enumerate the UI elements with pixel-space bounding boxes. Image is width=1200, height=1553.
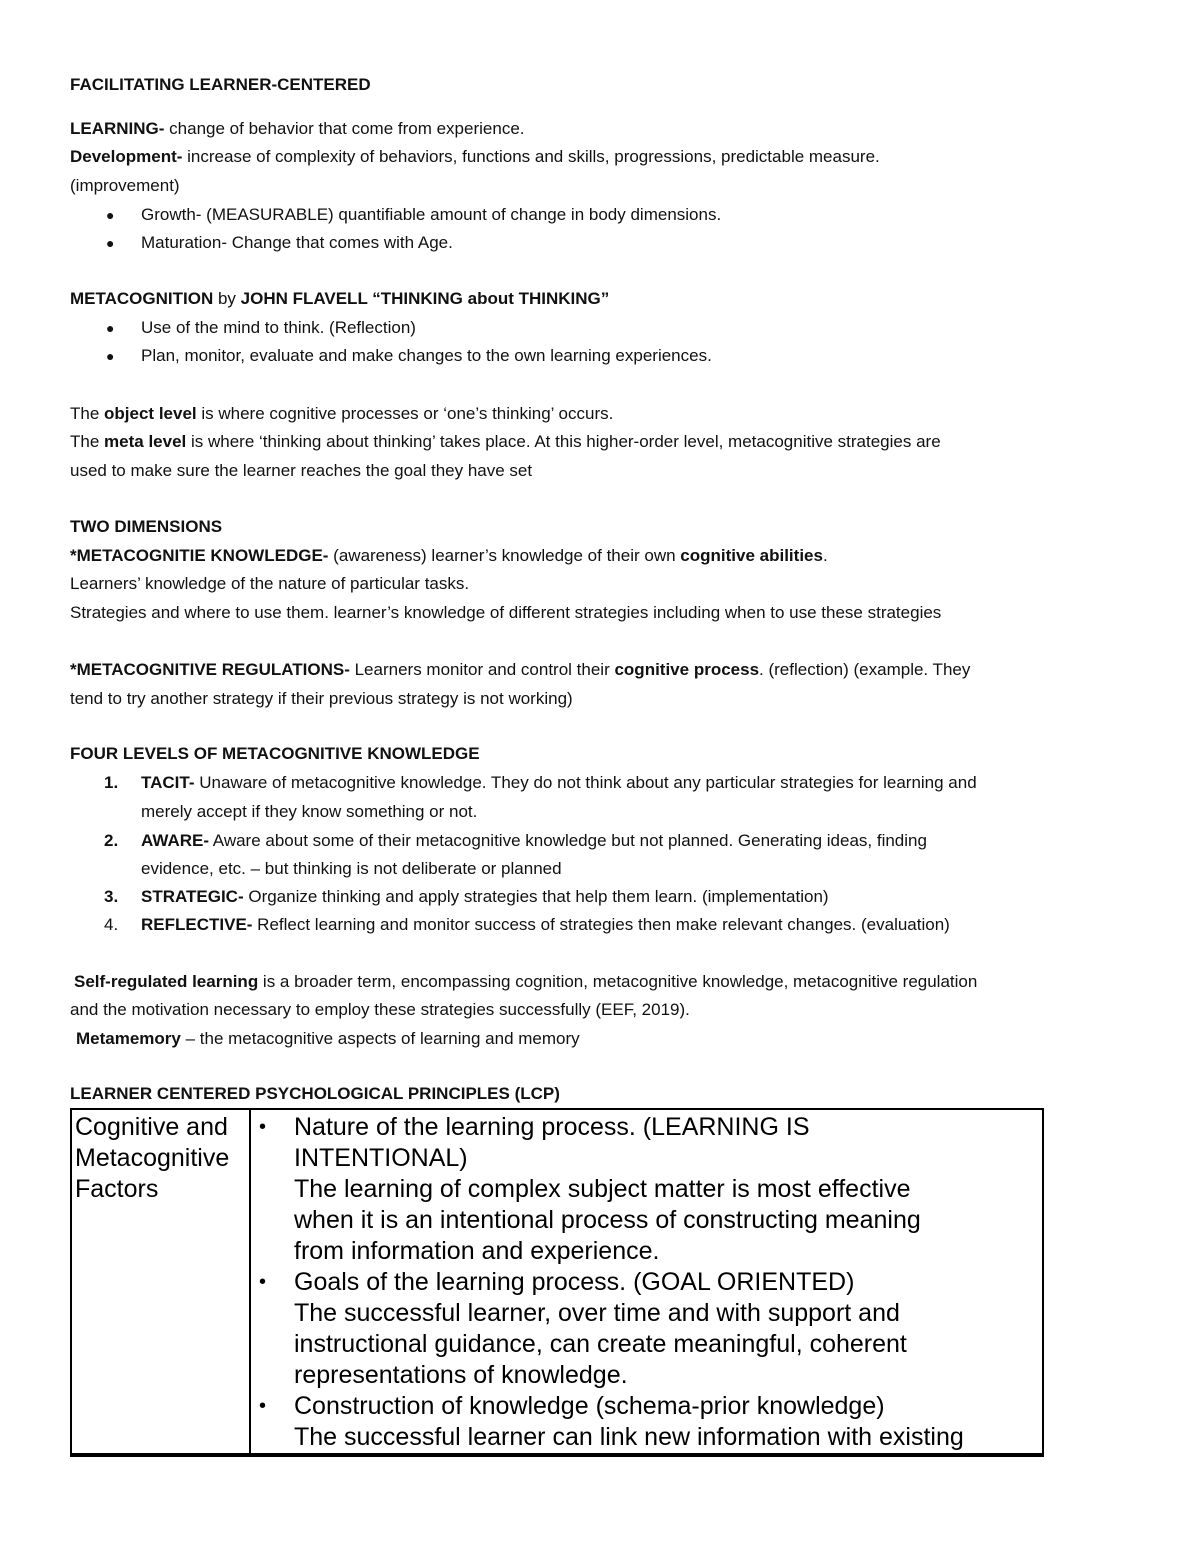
list-item: [259, 1391, 1038, 1453]
list-number: 1.: [104, 773, 119, 792]
lcp-category-cell: [71, 1109, 250, 1455]
bullet-icon: ●: [106, 320, 115, 336]
development-bullet: Maturation- Change that comes with Age.: [141, 233, 453, 252]
principle-line: instructional guidance, can create meaningful, coherent: [294, 1330, 907, 1358]
metacognitive-knowledge-definition: *METACOGNITIE KNOWLEDGE- (awareness) learner’s knowledge of their own cognitive abilities.: [70, 546, 828, 565]
lcp-heading: LEARNER CENTERED PSYCHOLOGICAL PRINCIPLES (LCP): [70, 1084, 560, 1103]
bullet-icon: •: [259, 1271, 267, 1293]
object-level-text: The object level is where cognitive processes or ‘one’s thinking’ occurs.: [70, 404, 614, 423]
list-number: 4.: [104, 915, 119, 934]
lcp-principles-cell: [250, 1109, 1043, 1455]
principles-list: [254, 1112, 1038, 1453]
principle-line: Goals of the learning process. (GOAL ORIENTED): [294, 1268, 855, 1296]
bullet-icon: ●: [106, 348, 115, 364]
self-regulated-learning-continued: and the motivation necessary to employ these strategies successfully (EEF, 2019).: [70, 1000, 690, 1019]
metacognition-bullet: Use of the mind to think. (Reflection): [141, 318, 416, 337]
category-line: Cognitive and: [75, 1113, 228, 1141]
principle-line: The learning of complex subject matter is most effective: [294, 1175, 911, 1203]
self-regulated-learning-definition: Self-regulated learning is a broader term, encompassing cognition, metacognitive knowledge, metacognitive regulation: [74, 972, 978, 991]
meta-level-text: The meta level is where ‘thinking about thinking’ takes place. At this higher-order level, metacognitive strategies are: [70, 432, 941, 451]
level-item-continued: merely accept if they know something or not.: [141, 802, 478, 821]
level-item: TACIT- Unaware of metacognitive knowledge. They do not think about any particular strategies for learning and: [141, 773, 977, 792]
principle-line: The successful learner can link new information with existing: [294, 1423, 964, 1451]
lcp-table: [70, 1108, 1044, 1457]
list-number: 3.: [104, 887, 119, 906]
level-item: AWARE- Aware about some of their metacognitive knowledge but not planned. Generating ideas, finding: [141, 831, 927, 850]
category-line: Metacognitive: [75, 1144, 230, 1172]
principle-line: The successful learner, over time and with support and: [294, 1299, 900, 1327]
metacognition-heading: METACOGNITION by JOHN FLAVELL “THINKING about THINKING”: [70, 289, 610, 308]
principle-line: Nature of the learning process. (LEARNING IS: [294, 1113, 810, 1141]
page-heading: FACILITATING LEARNER-CENTERED: [70, 75, 371, 94]
level-item: REFLECTIVE- Reflect learning and monitor success of strategies then make relevant changes. (evaluation): [141, 915, 950, 934]
list-item: [259, 1267, 1038, 1391]
meta-level-text-continued: used to make sure the learner reaches the goal they have set: [70, 461, 533, 480]
bullet-icon: •: [259, 1395, 267, 1417]
principle-line: INTENTIONAL): [294, 1144, 468, 1172]
two-dimensions-heading: TWO DIMENSIONS: [70, 517, 223, 536]
list-number: 2.: [104, 831, 119, 850]
development-definition: Development- increase of complexity of behaviors, functions and skills, progressions, predictable measure.: [70, 147, 880, 166]
knowledge-line: Strategies and where to use them. learner’s knowledge of different strategies including when to use these strategies: [70, 603, 942, 622]
principle-line: from information and experience.: [294, 1237, 660, 1265]
principle-line: when it is an intentional process of constructing meaning: [294, 1206, 921, 1234]
level-item: STRATEGIC- Organize thinking and apply strategies that help them learn. (implementation): [141, 887, 829, 906]
metacognition-bullet: Plan, monitor, evaluate and make changes to the own learning experiences.: [141, 346, 712, 365]
metacognitive-regulation-definition: *METACOGNITIVE REGULATIONS- Learners monitor and control their cognitive process. (reflection) (example. They: [70, 660, 971, 679]
level-item-continued: evidence, etc. – but thinking is not deliberate or planned: [141, 859, 562, 878]
bullet-icon: •: [259, 1116, 267, 1138]
four-levels-heading: FOUR LEVELS OF METACOGNITIVE KNOWLEDGE: [70, 744, 480, 763]
learning-definition: LEARNING- change of behavior that come from experience.: [70, 119, 525, 138]
knowledge-line: Learners’ knowledge of the nature of particular tasks.: [70, 574, 470, 593]
bullet-icon: ●: [106, 207, 115, 223]
regulation-line: tend to try another strategy if their previous strategy is not working): [70, 689, 573, 708]
principle-line: representations of knowledge.: [294, 1361, 628, 1389]
table-row: [71, 1109, 1043, 1455]
list-item: [259, 1112, 1038, 1267]
development-bullet: Growth- (MEASURABLE) quantifiable amount of change in body dimensions.: [141, 205, 722, 224]
bullet-icon: ●: [106, 235, 115, 251]
metamemory-definition: Metamemory – the metacognitive aspects of learning and memory: [76, 1029, 580, 1048]
development-note: (improvement): [70, 176, 180, 195]
category-line: Factors: [75, 1175, 159, 1203]
principle-line: Construction of knowledge (schema-prior knowledge): [294, 1392, 885, 1420]
